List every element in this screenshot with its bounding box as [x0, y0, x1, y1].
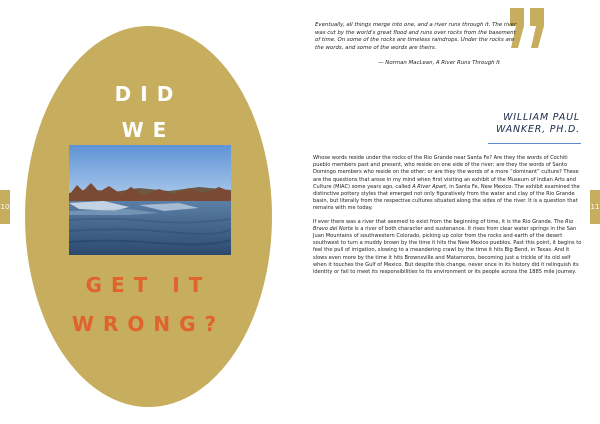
epigraph-quote: Eventually, all things merge into one, and a river runs through it. The river was cut by the world's great flood and runs over rocks from the basement of time. On some of the rocks are timeless raindrops. Under the rocks are the words, and some of the words are theirs. [315, 22, 517, 51]
river-landscape-photo [69, 145, 231, 255]
epigraph-attribution: — Norman MacLean, A River Runs Through It [378, 60, 500, 66]
author-name [440, 112, 580, 136]
headline-line-2: WE [121, 118, 176, 142]
headline-line-3: GET IT [85, 273, 212, 297]
page-number-left: 10 [0, 190, 10, 224]
article-body [313, 155, 582, 282]
author-name-line-1: WILLIAM PAUL [503, 112, 580, 123]
author-name-line-2: WANKER, PH.D. [495, 124, 580, 135]
headline-line-4: WRONG? [71, 312, 226, 336]
headline-line-1: DID [114, 82, 183, 106]
author-divider [488, 143, 581, 144]
body-paragraph-2: If ever there was a river that seemed to exist from the beginning of time, it is the Rio Grande. The Rio Bravo del Norte is a river of both character and sustenance. It rises from clear water springs in the San Juan Mountains of southwestern Colorado, picking up color from the rocks and earth of the desert southwest to turn a muddy brown by the time it hits the New Mexico pueblos. Past this point, it begins to feel the pull of irrigation, slowing to a meandering crawl by the time it hits Big Bend, in Texas. And it slows even more by the time it hits Brownsville and Matamoros, becoming just a trickle of its old self when it touches the Gulf of Mexico. But despite this change, never once in its history did it relinquish its identity or fail to meet its responsibilities to its environment or its people across the 1885 mile journey. [313, 218, 582, 276]
body-paragraph-1: Whose words reside under the rocks of the Rio Grande near Santa Fe? Are they the words of Cochiti pueblo members past and present, who reside on one side of the river; are they the words of Santo Domingo members who reside on the other; or are they the words of a more “dominant” culture? These are the questions that arose in my mind when first visiting an exhibit of the Museum of Indian Arts and Culture (MIAC) some years ago, called A River Apart, in Santa Fe, New Mexico. The exhibit examined the distinctive pottery styles that emerged not only figuratively from the water and clay of the Rio Grande basin, but literally from the respective cultures situated along the sides of the river. It is a question that remains with me today. [313, 155, 580, 212]
page-number-right: 11 [590, 190, 600, 224]
